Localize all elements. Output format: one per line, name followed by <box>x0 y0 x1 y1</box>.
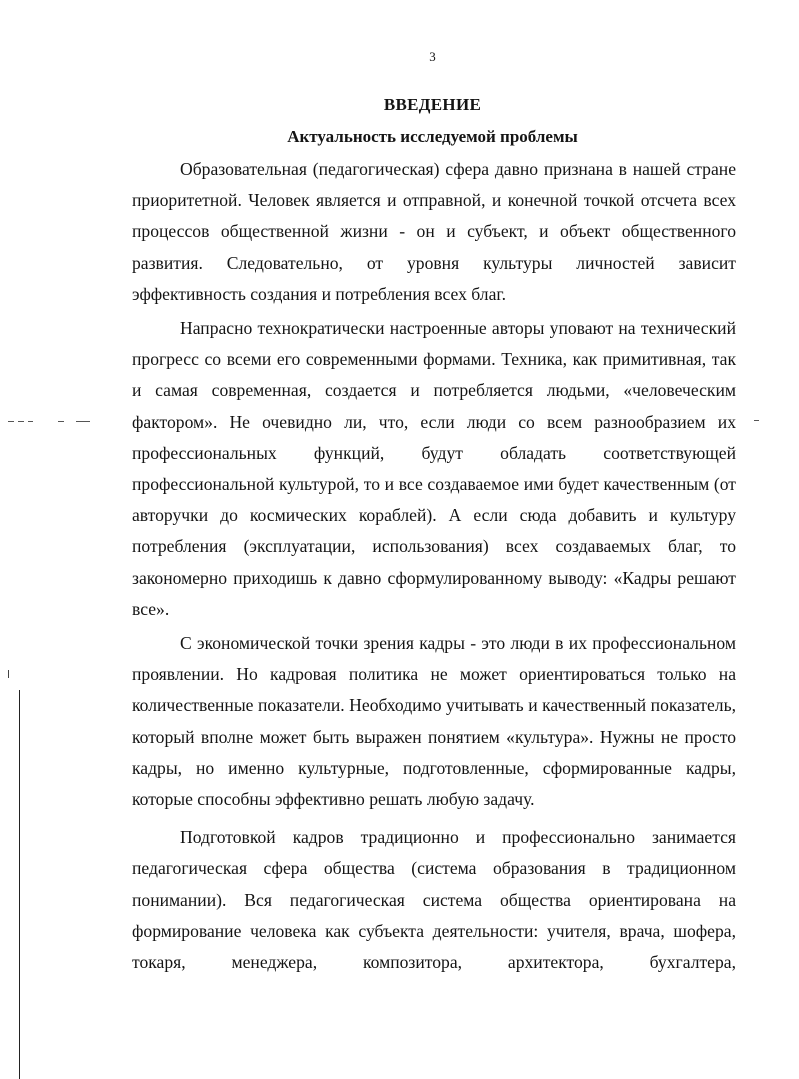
scan-mark <box>8 421 14 422</box>
page-number: 3 <box>429 49 436 64</box>
section-subtitle: Актуальность исследуемой проблемы <box>287 127 578 146</box>
scan-mark <box>76 421 90 422</box>
scan-mark <box>28 421 33 422</box>
binding-edge <box>19 690 20 1079</box>
body-text <box>132 154 736 978</box>
paragraph-1: Образовательная (педагогическая) сфера давно признана в нашей стране приоритетной. Человек является и отправной, и конечной точкой отсчета всех процессов общественной жизни - он и субъект, и объект общественного развития. Следовательно, от уровня культуры личностей зависит эффективность создания и потребления всех благ. <box>132 159 736 304</box>
section-title: ВВЕДЕНИЕ <box>383 95 482 114</box>
paragraph-2: Напрасно технократически настроенные авторы уповают на технический прогресс со всеми его современными формами. Техника, как примитивная, так и самая современная, создается и потребляется людьми, «человеческим фактором». Не очевидно ли, что, если люди со всем разнообразием их профессиональных функций, будут обладать соответствующей профессиональной культурой, то и все создаваемое ими будет качественным (от авторучки до космических кораблей). А если сюда добавить и культуру потребления (эксплуатации, использования) всех создаваемых благ, то закономерно приходишь к давно сформулированному выводу: «Кадры решают все». <box>132 318 736 619</box>
paragraph-3: С экономической точки зрения кадры - это люди в их профессиональном проявлении. Но кадровая политика не может ориентироваться только на количественные показатели. Необходимо учитывать и качественный показатель, который вполне может быть выражен понятием «культура». Нужны не просто кадры, но именно культурные, подготовленные, сформированные кадры, которые способны эффективно решать любую задачу. <box>132 633 736 810</box>
scan-mark <box>8 670 9 678</box>
scan-mark <box>754 420 759 421</box>
scan-mark <box>58 421 64 422</box>
paragraph-4: Подготовкой кадров традиционно и профессионально занимается педагогическая сфера общества (система образования в традиционном понимании). Вся педагогическая система общества ориентирована на формирование человека как субъекта деятельности: учителя, врача, шофера, токаря, менеджера, композитора, архитектора, бухгалтера, <box>132 827 736 973</box>
scan-mark <box>18 421 24 422</box>
